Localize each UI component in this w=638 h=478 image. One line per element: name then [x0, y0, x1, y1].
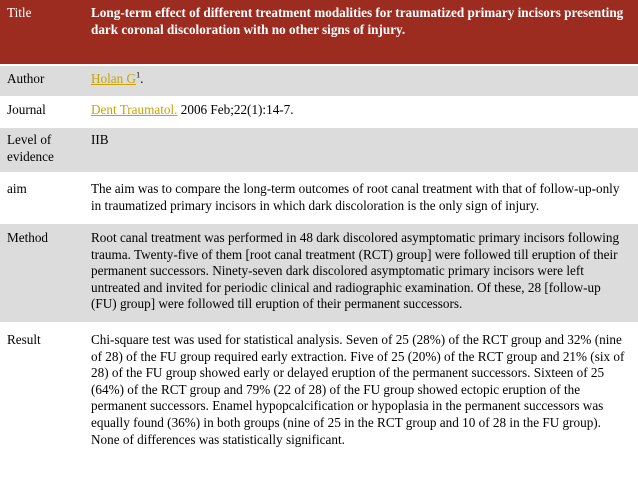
aim-row [0, 174, 638, 222]
author-row [0, 66, 638, 96]
journal-link[interactable]: Dent Traumatol. [91, 102, 178, 117]
author-label: Author [7, 71, 45, 86]
method-label: Method [7, 230, 49, 245]
level-label-line1: Level of [7, 132, 52, 147]
result-value: Chi-square test was used for statistical analysis. Seven of 25 (28%) of the RCT group and 32% (nine of 28) of the FU group required early extraction. Five of 25 (20%) of the RCT group and 21% (six of 28) of the FU group showed early or delayed eruption of the permanent successors. Sixteen of 25 (64%) of the RCT group and 79% (22 of 28) of the FU group showed ectopic eruption of the permanent successors. Enamel hypopcalcification or hypoplasia in the permanent successors was equally found (36%) in both groups (nine of 25 in the RCT group and 10 of 28 in the FU group). None of differences was statistically significant. [91, 332, 625, 447]
title-label: Title [7, 5, 32, 20]
author-link[interactable]: Holan [91, 71, 124, 86]
level-of-evidence-row [0, 128, 638, 172]
title-row [0, 0, 638, 64]
method-value: Root canal treatment was performed in 48 dark discolored asymptomatic primary incisors following trauma. Twenty-five of them [root canal treatment (RCT) group] were followed till eruption of their permanent successors. Ninety-seven dark discolored asymptomatic primary incisors were left untreated and invited for periodic clinical and radiographic examination. Of these, 28 [follow-up (FU) group] were followed till eruption of their permanent successors. [91, 230, 620, 312]
journal-row [0, 98, 638, 126]
level-label-line2: evidence [7, 148, 54, 164]
journal-value [91, 98, 638, 126]
method-row [0, 224, 638, 322]
aim-value: The aim was to compare the long-term outcomes of root canal treatment with that of follow-up-only in traumatized primary incisors in which dark discoloration is the only sign of injury. [91, 181, 620, 213]
aim-label: aim [7, 181, 27, 196]
author-affiliation-sup: 1 [136, 70, 141, 80]
journal-label: Journal [7, 102, 46, 117]
article-title: Long-term effect of different treatment modalities for traumatized primary incisors presenting dark coronal discoloration with no other signs of injury. [91, 5, 624, 37]
author-value [91, 66, 638, 96]
result-row [0, 324, 638, 464]
level-value: IIB [91, 132, 109, 147]
result-label: Result [7, 332, 41, 347]
journal-citation: 2006 Feb;22(1):14-7. [177, 102, 294, 117]
author-suffix: . [140, 71, 144, 86]
author-initial-link[interactable]: G [123, 71, 137, 86]
level-label [0, 128, 91, 172]
